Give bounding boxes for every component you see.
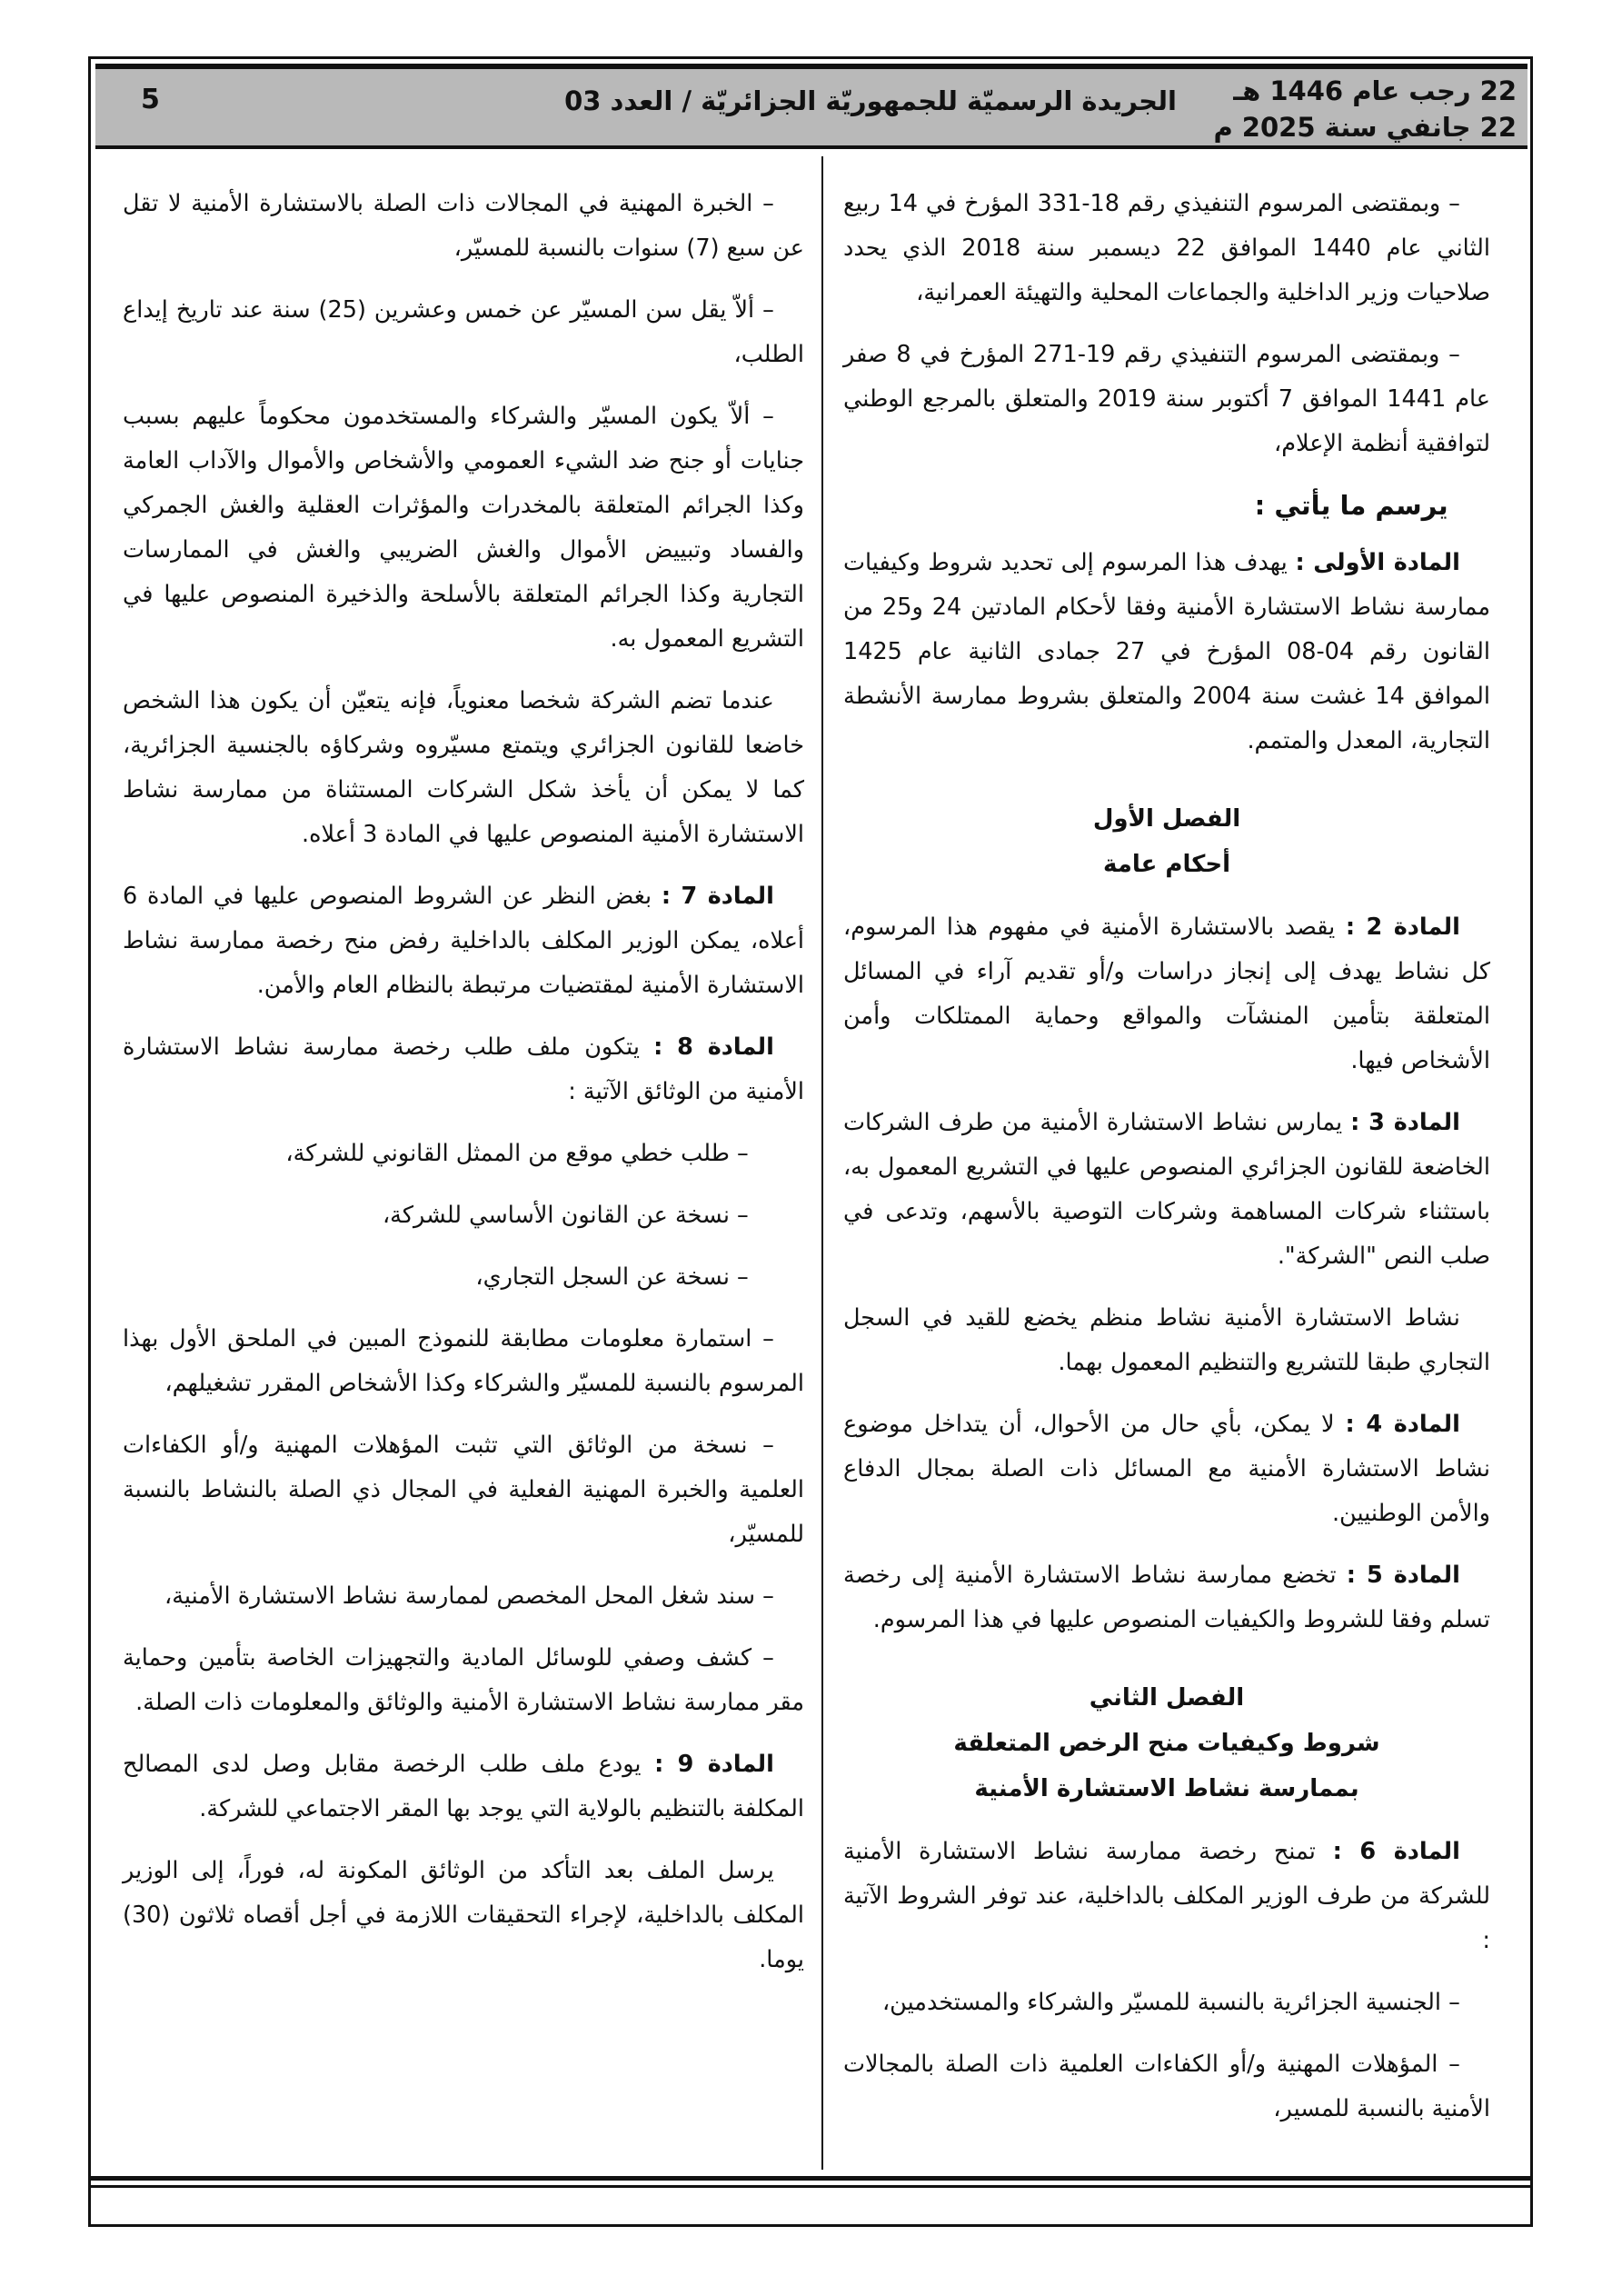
paragraph [123,679,804,857]
paragraph [123,1255,804,1300]
article-label: المادة 7 : [661,883,774,910]
page-number: 5 [141,84,160,115]
paragraph-text: تمنح رخصة ممارسة نشاط الاستشارة الأمنية للشركة من طرف الوزير المكلف بالداخلية، عند توفر الشروط الآتية : [843,1838,1490,1954]
paragraph-text: بغض النظر عن الشروط المنصوص عليها في المادة 6 أعلاه، يمكن الوزير المكلف بالداخلية رفض منح رخصة ممارسة نشاط الاستشارة الأمنية لمقتضيات مرتبطة بالنظام العام والأمن. [123,883,804,999]
chapter-number: الفصل الثاني [1089,1684,1245,1712]
paragraph-text: لا يمكن، بأي حال من الأحوال، أن يتداخل موضوع نشاط الاستشارة الأمنية مع المسائل ذات الصلة بمجال الدفاع والأمن الوطنيين. [843,1411,1490,1527]
bottom-rule [91,2185,1530,2188]
article-label: المادة 3 : [1350,1109,1460,1136]
article-label: المادة 8 : [653,1033,774,1061]
article-paragraph [843,905,1490,1083]
paragraph [123,1317,804,1406]
gazette-header [95,64,1527,149]
paragraph [123,1849,804,1982]
left-column [123,182,804,2000]
article-label: المادة الأولى : [1295,549,1460,576]
article-label: المادة 6 : [1332,1838,1460,1865]
paragraph [123,288,804,377]
paragraph-text: يهدف هذا المرسوم إلى تحديد شروط وكيفيات ممارسة نشاط الاستشارة الأمنية وفقا لأحكام المادتين 24 و25 من القانون رقم 04-08 المؤرخ في 27 جمادى الثانية عام 1425 الموافق 14 غشت سنة 2004 والمتعلق بشروط ممارسة الأنشطة التجارية، المعدل والمتمم. [843,549,1490,754]
paragraph-text: – نسخة عن السجل التجاري، [475,1263,749,1291]
paragraph [123,394,804,662]
paragraph-text: – الخبرة المهنية في المجالات ذات الصلة بالاستشارة الأمنية لا تقل عن سبع (7) سنوات بالنسبة للمسيّر، [123,190,804,262]
paragraph [123,1193,804,1238]
paragraph-text: – استمارة معلومات مطابقة للنموذج المبين في الملحق الأول بهذا المرسوم بالنسبة للمسيّر والشركاء وكذا الأشخاص المقرر تشغيلهم، [123,1325,804,1397]
column-divider [821,156,823,2170]
paragraph [843,2042,1490,2131]
paragraph-text: – نسخة عن القانون الأساسي للشركة، [382,1202,749,1229]
paragraph-text: – سند شغل المحل المخصص لممارسة نشاط الاستشارة الأمنية، [164,1582,774,1610]
article-paragraph [123,874,804,1008]
paragraph-text: – الجنسية الجزائرية بالنسبة للمسيّر والشركاء والمستخدمين، [881,1989,1460,2016]
paragraph [123,1132,804,1176]
chapter-number: الفصل الأول [1092,805,1241,833]
paragraph [843,1296,1490,1385]
article-paragraph [843,1101,1490,1279]
article-paragraph [123,1742,804,1832]
paragraph-text: – كشف وصفي للوسائل المادية والتجهيزات الخاصة بتأمين وحماية مقر ممارسة نشاط الاستشارة الأمنية والوثائق والمعلومات ذات الصلة. [123,1644,804,1716]
paragraph-text: تخضع ممارسة نشاط الاستشارة الأمنية إلى رخصة تسلم وفقا للشروط والكيفيات المنصوص عليها في هذا المرسوم. [843,1562,1490,1633]
date-hijri: 22 رجب عام 1446 هـ [1233,75,1517,106]
chapter-title: بممارسة نشاط الاستشارة الأمنية [974,1775,1359,1802]
article-paragraph [843,1553,1490,1642]
article-label: المادة 5 : [1346,1562,1460,1589]
paragraph [843,333,1490,466]
paragraph-text: نشاط الاستشارة الأمنية نشاط منظم يخضع للقيد في السجل التجاري طبقا للتشريع والتنظيم المعمول بهما. [843,1304,1490,1376]
paragraph-text: يمارس نشاط الاستشارة الأمنية من طرف الشركات الخاضعة للقانون الجزائري المنصوص عليها في التشريع المعمول به، باستثناء شركات المساهمة وشركات التوصية بالأسهم، وتدعى في صلب النص "الشركة". [843,1109,1490,1270]
chapter-title: أحكام عامة [1102,851,1231,878]
paragraph-text: يرسل الملف بعد التأكد من الوثائق المكونة له، فوراً، إلى الوزير المكلف بالداخلية، لإجراء التحقيقات اللازمة في أجل أقصاه ثلاثون (30) يوما. [123,1857,804,1973]
paragraph-text: – ألاّ يقل سن المسيّر عن خمس وعشرين (25) سنة عند تاريخ إيداع الطلب، [123,296,804,368]
gazette-title: الجريدة الرسميّة للجمهوريّة الجزائريّة / العدد 03 [564,85,1177,116]
paragraph-text: يتكون ملف طلب رخصة ممارسة نشاط الاستشارة الأمنية من الوثائق الآتية : [123,1033,804,1105]
article-label: المادة 4 : [1345,1411,1460,1438]
paragraph-text: يودع ملف طلب الرخصة مقابل وصل لدى المصالح المكلفة بالتنظيم بالولاية التي يوجد بها المقر الاجتماعي للشركة. [123,1751,804,1822]
paragraph [123,182,804,271]
article-label: المادة 2 : [1345,913,1460,941]
paragraph [123,1423,804,1557]
paragraph-text: – وبمقتضى المرسوم التنفيذي رقم 19-271 المؤرخ في 8 صفر عام 1441 الموافق 7 أكتوبر سنة 2019 والمتعلق بالمرجع الوطني لتوافقية أنظمة الإعلام، [843,341,1490,457]
chapter-title: شروط وكيفيات منح الرخص المتعلقة [953,1730,1380,1757]
paragraph-text: يقصد بالاستشارة الأمنية في مفهوم هذا المرسوم، كل نشاط يهدف إلى إنجاز دراسات و/أو تقديم آراء في المسائل المتعلقة بتأمين المنشآت والمواقع وحماية الممتلكات وأمن الأشخاص فيها. [843,913,1490,1074]
chapter-heading [843,1675,1490,1812]
paragraph-text: – المؤهلات المهنية و/أو الكفاءات العلمية ذات الصلة بالمجالات الأمنية بالنسبة للمسير، [843,2051,1490,2122]
date-gregorian: 22 جانفي سنة 2025 م [1213,112,1517,143]
article-label: المادة 9 : [654,1751,774,1778]
paragraph [843,1981,1490,2025]
article-paragraph [843,1403,1490,1536]
paragraph-text: – ألاّ يكون المسيّر والشركاء والمستخدمون محكوماً عليهم بسبب جنايات أو جنح ضد الشيء العمومي والأشخاص والأموال والآداب العامة وكذا الجرائم المتعلقة بالمخدرات والمؤثرات العقلية والغش الجمركي والفساد وتبييض الأموال والغش الضريبي والغش في الممارسات التجارية وكذا الجرائم المتعلقة بالأسلحة والذخيرة المنصوص عليها في التشريع المعمول به. [123,403,804,653]
paragraph-text: – طلب خطي موقع من الممثل القانوني للشركة، [285,1140,749,1167]
article-paragraph [843,1830,1490,1963]
chapter-heading [843,796,1490,887]
bottom-rule [91,2176,1530,2181]
paragraph-text: – نسخة من الوثائق التي تثبت المؤهلات المهنية و/أو الكفاءات العلمية والخبرة المهنية الفعلية في المجال ذي الصلة بالنشاط بالنسبة للمسيّر، [123,1432,804,1548]
article-paragraph [123,1025,804,1114]
paragraph [123,1636,804,1725]
paragraph-text: عندما تضم الشركة شخصا معنوياً، فإنه يتعيّن أن يكون هذا الشخص خاضعا للقانون الجزائري ويتمتع مسيّروه وشركاؤه بالجنسية الجزائرية، كما لا يمكن أن يأخذ شكل الشركات المستثناة من ممارسة نشاط الاستشارة الأمنية المنصوص عليها في المادة 3 أعلاه. [123,687,804,848]
paragraph [843,182,1490,315]
decree-formula: يرسم ما يأتي : [1254,490,1448,521]
article-paragraph [843,541,1490,764]
right-column [843,182,1490,2149]
paragraph-text: – وبمقتضى المرسوم التنفيذي رقم 18-331 المؤرخ في 14 ربيع الثاني عام 1440 الموافق 22 ديسمبر سنة 2018 الذي يحدد صلاحيات وزير الداخلية والجماعات المحلية والتهيئة العمرانية، [843,190,1490,306]
paragraph [123,1574,804,1619]
